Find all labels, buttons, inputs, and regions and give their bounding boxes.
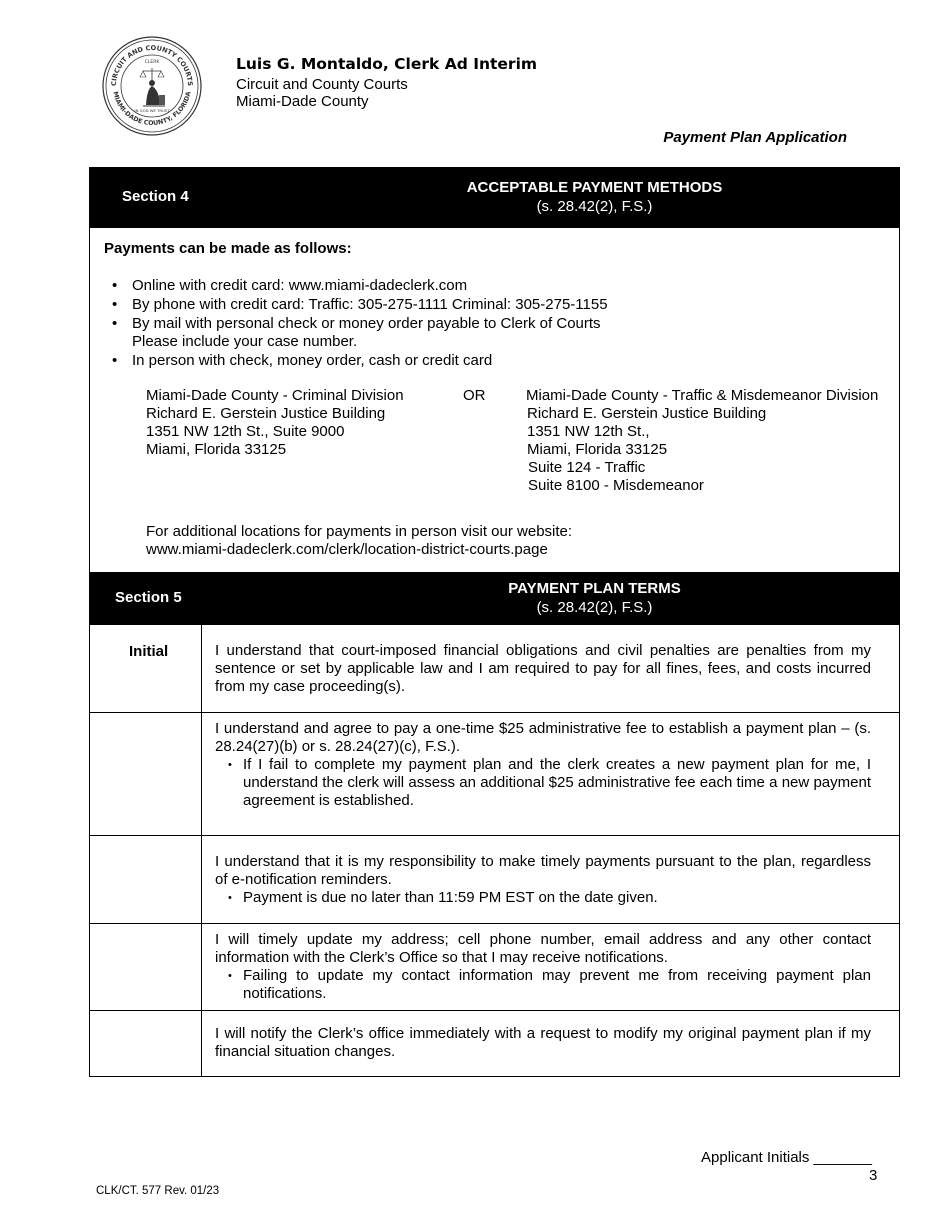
term-row-5 bbox=[215, 1025, 871, 1061]
traffic-address-line: Miami, Florida 33125 bbox=[527, 441, 668, 458]
traffic-address-line: Suite 8100 - Misdemeanor bbox=[528, 477, 704, 494]
term-subpoint: • If I fail to complete my payment plan and the clerk creates a new payment plan for me, I understand the clerk will assess an additional $25 administrative fee each time a new payment agreement is established. bbox=[215, 756, 871, 810]
clerk-name: Luis G. Montaldo, Clerk Ad Interim bbox=[236, 55, 538, 73]
bullet-dot: • bbox=[112, 277, 118, 294]
form-title: Payment Plan Application bbox=[663, 129, 847, 146]
applicant-initials-field[interactable]: Applicant Initials _______ bbox=[701, 1149, 872, 1166]
section4-header bbox=[89, 167, 900, 228]
svg-text:MIAMI-DADE COUNTY, FLORIDA: MIAMI-DADE COUNTY, FLORIDA bbox=[111, 90, 193, 128]
payment-method-in-person: In person with check, money order, cash or credit card bbox=[132, 352, 493, 369]
term-row-4 bbox=[215, 931, 871, 1003]
term-subpoint: • Failing to update my contact information may prevent me from receiving payment plan notifications. bbox=[215, 967, 871, 1003]
table-row-divider bbox=[89, 923, 900, 924]
clerk-seal-logo bbox=[101, 35, 203, 137]
payment-intro: Payments can be made as follows: bbox=[104, 240, 352, 257]
svg-text:CIRCUIT AND COUNTY COURTS: CIRCUIT AND COUNTY COURTS bbox=[109, 43, 195, 87]
payment-method-mail-note: Please include your case number. bbox=[132, 333, 358, 350]
locations-url: www.miami-dadeclerk.com/clerk/location-district-courts.page bbox=[146, 541, 548, 558]
bullet-dot: • bbox=[112, 296, 118, 313]
section5-title: PAYMENT PLAN TERMS bbox=[508, 580, 681, 597]
svg-text:IN GOD WE TRUST: IN GOD WE TRUST bbox=[134, 108, 170, 113]
section4-label: Section 4 bbox=[122, 188, 189, 205]
bullet-dot: • bbox=[112, 315, 118, 332]
bullet-dot: • bbox=[112, 352, 118, 369]
payment-method-mail: By mail with personal check or money order payable to Clerk of Courts bbox=[132, 315, 601, 332]
term-row-2 bbox=[215, 720, 871, 810]
section5-title-block bbox=[289, 579, 900, 617]
traffic-address-line: Miami-Dade County - Traffic & Misdemeanor Division bbox=[526, 387, 879, 404]
county-name: Miami-Dade County bbox=[236, 93, 369, 110]
court-name: Circuit and County Courts bbox=[236, 76, 408, 93]
or-separator: OR bbox=[463, 387, 486, 404]
term-row-1 bbox=[215, 642, 871, 696]
criminal-address-line: Miami-Dade County - Criminal Division bbox=[146, 387, 404, 404]
section5-label: Section 5 bbox=[115, 589, 182, 606]
criminal-address-line: 1351 NW 12th St., Suite 9000 bbox=[146, 423, 345, 440]
table-row-divider bbox=[89, 1010, 900, 1011]
term-subpoint: • Payment is due no later than 11:59 PM EST on the date given. bbox=[215, 889, 871, 907]
payment-method-phone: By phone with credit card: Traffic: 305-275-1111 Criminal: 305-275-1155 bbox=[132, 296, 608, 313]
section5-statute: (s. 28.42(2), F.S.) bbox=[536, 599, 653, 616]
form-number: CLK/CT. 577 Rev. 01/23 bbox=[96, 1185, 220, 1197]
table-row-divider bbox=[89, 712, 900, 713]
additional-locations-text: For additional locations for payments in person visit our website: bbox=[146, 523, 573, 540]
svg-text:CLERK: CLERK bbox=[144, 60, 160, 65]
term-text: I understand that court-imposed financial obligations and civil penalties are penalties from my sentence or set by applicable law and I am required to pay for all fines, fees, and costs incurred from my case proceeding(s). bbox=[215, 642, 871, 695]
traffic-address-line: 1351 NW 12th St., bbox=[527, 423, 650, 440]
section4-statute: (s. 28.42(2), F.S.) bbox=[536, 198, 653, 215]
term-text: I will notify the Clerk’s office immediately with a request to modify my original payment plan if my financial situation changes. bbox=[215, 1025, 871, 1060]
section5-header bbox=[89, 572, 900, 625]
term-text: I will timely update my address; cell phone number, email address and any other contact information with the Clerk’s Office so that I may receive notifications. bbox=[215, 931, 871, 966]
term-text: I understand and agree to pay a one-time $25 administrative fee to establish a payment plan – (s. 28.24(27)(b) or s. 28.24(27)(c), F.S.). bbox=[215, 720, 871, 755]
traffic-address-line: Richard E. Gerstein Justice Building bbox=[527, 405, 767, 422]
page-number: 3 bbox=[869, 1167, 878, 1184]
criminal-address-line: Richard E. Gerstein Justice Building bbox=[146, 405, 386, 422]
criminal-address-line: Miami, Florida 33125 bbox=[146, 441, 287, 458]
table-row-divider bbox=[89, 835, 900, 836]
section4-title: ACCEPTABLE PAYMENT METHODS bbox=[466, 179, 723, 196]
traffic-address-line: Suite 124 - Traffic bbox=[528, 459, 646, 476]
initial-column-header: Initial bbox=[129, 643, 169, 660]
section4-title-block bbox=[289, 178, 900, 216]
payment-method-online: Online with credit card: www.miami-dadeclerk.com bbox=[132, 277, 468, 294]
term-text: I understand that it is my responsibility to make timely payments pursuant to the plan, regardless of e-notification reminders. bbox=[215, 853, 871, 888]
term-row-3 bbox=[215, 853, 871, 907]
